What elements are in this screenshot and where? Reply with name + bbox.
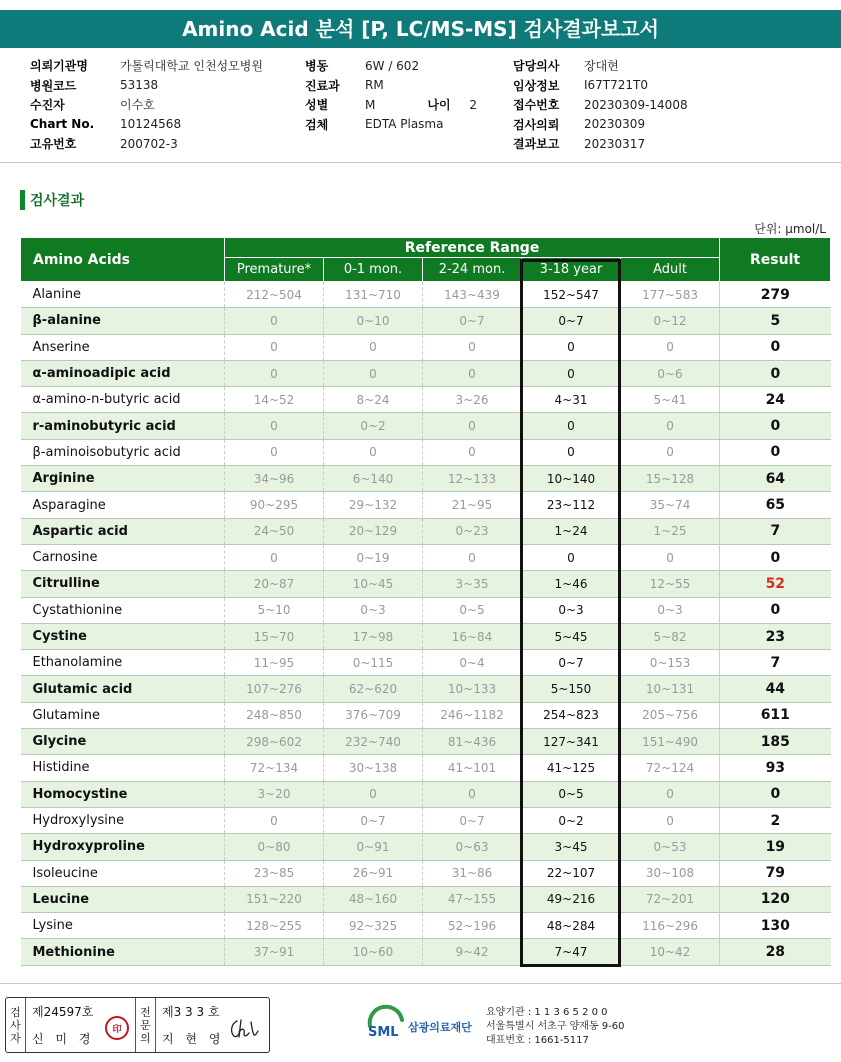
info-label: Chart No. [30,117,95,132]
table-row [21,387,831,413]
specialist-label-char: 문 [140,1018,151,1032]
reference-range-cell: 1~25 [621,518,720,544]
sub-header-2: 2-24 mon. [423,258,522,282]
amino-acid-name: Anserine [21,334,225,360]
reference-range-cell: 0~5 [423,597,522,623]
info-label: 수진자 [30,98,65,113]
reference-range-cell: 0 [621,439,720,465]
info-row [513,95,688,115]
amino-acid-name: Methionine [21,939,225,965]
reference-range-cell: 1~46 [522,571,621,597]
reference-range-cell: 131~710 [324,282,423,308]
result-value: 52 [720,571,831,597]
reference-range-cell: 4~31 [522,387,621,413]
info-label: 담당의사 [513,59,560,74]
reference-range-cell: 5~150 [522,676,621,702]
examiner-label [6,998,26,1052]
result-value: 19 [720,834,831,860]
col-header-result: Result [720,238,831,282]
result-value: 93 [720,755,831,781]
examiner-label-char: 검 [10,1005,21,1019]
amino-acid-name: Cystine [21,623,225,649]
reference-range-cell: 0 [621,413,720,439]
reference-range-cell: 0 [621,544,720,570]
reference-range-cell: 0 [423,334,522,360]
specialist-label [136,998,156,1052]
reference-range-cell: 212~504 [225,282,324,308]
reference-range-cell: 246~1182 [423,702,522,728]
reference-range-cell: 6~140 [324,466,423,492]
section-title: 검사결과 [30,193,85,209]
table-row [21,913,831,939]
reference-range-cell: 0 [324,334,423,360]
info-row [513,115,688,135]
reference-range-cell: 0~53 [621,834,720,860]
reference-range-cell: 10~131 [621,676,720,702]
reference-range-cell: 41~101 [423,755,522,781]
info-label: 의뢰기관명 [30,59,88,74]
reference-range-cell: 151~220 [225,886,324,912]
result-value: 5 [720,308,831,334]
amino-acid-name: Alanine [21,282,225,308]
result-value: 0 [720,544,831,570]
examiner-license: 제24597호 [32,1005,94,1019]
reference-range-cell: 0~12 [621,308,720,334]
result-value: 120 [720,886,831,912]
info-row [513,56,688,76]
reference-range-cell: 15~70 [225,623,324,649]
info-value: 6W / 602 [365,58,420,73]
info-value: 장대현 [584,59,619,74]
reference-range-cell: 0~23 [423,518,522,544]
info-row [30,95,263,115]
reference-range-cell: 0~3 [324,597,423,623]
reference-range-cell: 0 [324,360,423,386]
reference-range-cell: 35~74 [621,492,720,518]
reference-range-cell: 41~125 [522,755,621,781]
reference-range-cell: 92~325 [324,913,423,939]
table-row [21,282,831,308]
info-label: 진료과 [305,78,340,93]
lab-phone: 대표번호 : 1661-5117 [486,1035,589,1046]
reference-range-cell: 7~47 [522,939,621,965]
amino-acid-name: Aspartic acid [21,518,225,544]
result-value: 7 [720,518,831,544]
reference-range-cell: 0 [423,360,522,386]
reference-range-cell: 3~45 [522,834,621,860]
examiner-cell [26,998,136,1052]
info-row [30,56,263,76]
col-header-reference-range: Reference Range [225,238,720,258]
table-row [21,360,831,386]
reference-range-cell: 0 [423,544,522,570]
result-value: 0 [720,597,831,623]
reference-range-cell: 3~20 [225,781,324,807]
signature-icon [227,1018,259,1040]
table-row [21,413,831,439]
age-value: 2 [469,97,477,112]
reference-range-cell: 0 [225,360,324,386]
col-header-amino-acids: Amino Acids [21,238,225,282]
table-row [21,518,831,544]
info-label: 임상정보 [513,78,560,93]
info-row [513,76,688,96]
reference-range-cell: 0 [522,413,621,439]
info-value: 20230309 [584,117,646,132]
reference-range-cell: 0 [621,334,720,360]
reference-range-cell: 0~7 [423,807,522,833]
lab-name: 삼광의료재단 [408,1021,472,1034]
reference-range-cell: 5~10 [225,597,324,623]
reference-range-cell: 72~124 [621,755,720,781]
lab-code: 요양기관 : 1 1 3 6 5 2 0 0 [486,1007,608,1018]
info-label: 검체 [305,117,329,132]
table-row [21,492,831,518]
amino-acid-name: Glutamine [21,702,225,728]
result-value: 0 [720,439,831,465]
specialist-label-char: 전 [140,1005,151,1019]
table-row [21,755,831,781]
amino-acid-name: Citrulline [21,571,225,597]
reference-range-cell: 15~128 [621,466,720,492]
reference-range-cell: 0 [324,781,423,807]
table-row [21,939,831,965]
reference-range-cell: 1~24 [522,518,621,544]
patient-info-col1 [30,56,263,154]
table-row [21,623,831,649]
info-value: EDTA Plasma [365,117,444,132]
result-value: 0 [720,360,831,386]
result-value: 0 [720,781,831,807]
specialist-name: 지 현 영 [162,1032,225,1046]
sub-header-4: Adult [621,258,720,282]
reference-range-cell: 0 [621,781,720,807]
age-label: 나이 [427,98,451,113]
info-row [30,134,263,154]
info-value: I67T721T0 [584,78,649,93]
reference-range-cell: 0 [522,544,621,570]
reference-range-cell: 0 [225,807,324,833]
sml-logo-icon [366,1004,406,1044]
result-value: 23 [720,623,831,649]
info-value: 20230309-14008 [584,97,688,112]
table-row [21,571,831,597]
reference-range-cell: 143~439 [423,282,522,308]
reference-range-cell: 31~86 [423,860,522,886]
reference-range-cell: 24~50 [225,518,324,544]
reference-range-cell: 9~42 [423,939,522,965]
info-label: 고유번호 [30,137,77,152]
table-row [21,676,831,702]
result-value: 0 [720,413,831,439]
amino-acid-name: Glutamic acid [21,676,225,702]
info-row [305,115,477,135]
amino-acid-name: Isoleucine [21,860,225,886]
info-value: RM [365,78,384,93]
reference-range-cell: 0~2 [522,807,621,833]
reference-range-cell: 0 [423,439,522,465]
info-label: 병동 [305,59,329,74]
info-row [305,56,477,76]
reference-range-cell: 16~84 [423,623,522,649]
section-bar [20,190,25,210]
amino-acid-name: Histidine [21,755,225,781]
reference-range-cell: 127~341 [522,729,621,755]
header-divider [0,162,841,163]
reference-range-cell: 0~4 [423,650,522,676]
reference-range-cell: 0 [225,439,324,465]
amino-acid-name: Asparagine [21,492,225,518]
reference-range-cell: 0~3 [621,597,720,623]
reference-range-cell: 0~63 [423,834,522,860]
info-label: 병원코드 [30,78,77,93]
table-row [21,308,831,334]
reference-range-cell: 0~7 [324,807,423,833]
reference-range-cell: 37~91 [225,939,324,965]
logo-text: SML [368,1025,399,1040]
result-value: 7 [720,650,831,676]
amino-acid-name: Homocystine [21,781,225,807]
info-value: M [365,97,376,112]
reference-range-cell: 20~129 [324,518,423,544]
amino-acid-name: α-aminoadipic acid [21,360,225,386]
reference-range-cell: 47~155 [423,886,522,912]
reference-range-cell: 5~41 [621,387,720,413]
table-row [21,466,831,492]
reference-range-cell: 62~620 [324,676,423,702]
info-row [30,76,263,96]
specialist-license: 제3 3 3 호 [162,1005,220,1019]
amino-acid-name: r-aminobutyric acid [21,413,225,439]
info-label: 결과보고 [513,137,560,152]
info-row [513,134,688,154]
sub-header-3: 3-18 year [522,258,621,282]
reference-range-cell: 298~602 [225,729,324,755]
reference-range-cell: 0 [423,781,522,807]
amino-acid-name: Cystathionine [21,597,225,623]
reference-range-cell: 90~295 [225,492,324,518]
reference-range-cell: 0~80 [225,834,324,860]
amino-acid-name: Carnosine [21,544,225,570]
footer-divider [0,983,841,984]
result-value: 611 [720,702,831,728]
info-value: 200702-3 [120,136,178,151]
result-value: 0 [720,334,831,360]
reference-range-cell: 248~850 [225,702,324,728]
reference-range-cell: 0~2 [324,413,423,439]
amino-acid-name: β-aminoisobutyric acid [21,439,225,465]
info-row [30,115,263,135]
reference-range-cell: 0 [522,439,621,465]
reference-range-cell: 10~42 [621,939,720,965]
reference-range-cell: 232~740 [324,729,423,755]
examiner-label-char: 자 [10,1031,21,1045]
reference-range-cell: 14~52 [225,387,324,413]
reference-range-cell: 177~583 [621,282,720,308]
amino-acid-name: Hydroxylysine [21,807,225,833]
reference-range-cell: 116~296 [621,913,720,939]
reference-range-cell: 0~7 [522,650,621,676]
reference-range-cell: 48~284 [522,913,621,939]
info-value: 53138 [120,78,159,93]
reference-range-cell: 17~98 [324,623,423,649]
reference-range-cell: 3~26 [423,387,522,413]
reference-range-cell: 0 [324,439,423,465]
reference-range-cell: 8~24 [324,387,423,413]
reference-range-cell: 152~547 [522,282,621,308]
table-row [21,650,831,676]
reference-range-cell: 72~201 [621,886,720,912]
examiner-label-char: 사 [10,1018,21,1032]
lab-address: 서울특별시 서초구 양재동 9-60 [486,1021,625,1032]
result-value: 2 [720,807,831,833]
result-value: 279 [720,282,831,308]
table-row [21,702,831,728]
reference-range-cell: 30~108 [621,860,720,886]
table-row [21,886,831,912]
result-value: 65 [720,492,831,518]
info-label: 검사의뢰 [513,117,560,132]
table-row [21,597,831,623]
sub-header-0: Premature* [225,258,324,282]
reference-range-cell: 5~82 [621,623,720,649]
reference-range-cell: 10~45 [324,571,423,597]
info-row [305,95,477,115]
reference-range-cell: 49~216 [522,886,621,912]
reference-range-cell: 0~5 [522,781,621,807]
reference-range-cell: 20~87 [225,571,324,597]
reference-range-cell: 151~490 [621,729,720,755]
signature-box [5,997,270,1053]
reference-range-cell: 5~45 [522,623,621,649]
specialist-label-char: 의 [140,1031,151,1045]
reference-range-cell: 0 [423,413,522,439]
reference-range-cell: 30~138 [324,755,423,781]
reference-range-cell: 0 [621,807,720,833]
table-row [21,834,831,860]
info-value: 이수호 [120,98,155,113]
info-value: 20230317 [584,136,646,151]
specialist-cell [156,998,269,1052]
patient-info-col2 [305,56,477,134]
reference-range-cell: 3~35 [423,571,522,597]
reference-range-cell: 205~756 [621,702,720,728]
result-value: 28 [720,939,831,965]
reference-range-cell: 254~823 [522,702,621,728]
reference-range-cell: 12~133 [423,466,522,492]
lab-info [486,1006,625,1048]
reference-range-cell: 0~153 [621,650,720,676]
info-row [305,76,477,96]
reference-range-cell: 11~95 [225,650,324,676]
reference-range-cell: 0 [225,413,324,439]
reference-range-cell: 10~133 [423,676,522,702]
result-value: 130 [720,913,831,939]
reference-range-cell: 10~60 [324,939,423,965]
result-value: 64 [720,466,831,492]
info-label: 성별 [305,98,329,113]
reference-range-cell: 48~160 [324,886,423,912]
amino-acid-name: Hydroxyproline [21,834,225,860]
reference-range-cell: 0 [225,544,324,570]
amino-acid-name: Lysine [21,913,225,939]
reference-range-cell: 107~276 [225,676,324,702]
amino-acid-name: β-alanine [21,308,225,334]
section-header [20,190,84,210]
reference-range-cell: 22~107 [522,860,621,886]
reference-range-cell: 0~115 [324,650,423,676]
amino-acid-name: α-amino-n-butyric acid [21,387,225,413]
reference-range-cell: 29~132 [324,492,423,518]
reference-range-cell: 0~19 [324,544,423,570]
reference-range-cell: 26~91 [324,860,423,886]
reference-range-cell: 0~7 [423,308,522,334]
reference-range-cell: 128~255 [225,913,324,939]
results-table [20,237,831,966]
report-title: Amino Acid 분석 [P, LC/MS-MS] 검사결과보고서 [0,10,841,48]
reference-range-cell: 0 [225,308,324,334]
patient-info-col3 [513,56,688,154]
reference-range-cell: 23~112 [522,492,621,518]
amino-acid-name: Ethanolamine [21,650,225,676]
amino-acid-name: Arginine [21,466,225,492]
reference-range-cell: 376~709 [324,702,423,728]
reference-range-cell: 0 [522,334,621,360]
reference-range-cell: 10~140 [522,466,621,492]
unit-label: 단위: μmol/L [754,222,826,236]
reference-range-cell: 12~55 [621,571,720,597]
reference-range-cell: 81~436 [423,729,522,755]
seal-icon: 印 [105,1016,129,1040]
reference-range-cell: 0~7 [522,308,621,334]
reference-range-cell: 0 [522,360,621,386]
sub-header-1: 0-1 mon. [324,258,423,282]
reference-range-cell: 52~196 [423,913,522,939]
examiner-name: 신 미 경 [32,1032,95,1046]
reference-range-cell: 23~85 [225,860,324,886]
table-row [21,544,831,570]
table-row [21,439,831,465]
table-row [21,781,831,807]
table-row [21,807,831,833]
reference-range-cell: 0 [225,334,324,360]
result-value: 24 [720,387,831,413]
reference-range-cell: 0~3 [522,597,621,623]
reference-range-cell: 0~6 [621,360,720,386]
table-row [21,860,831,886]
info-value: 10124568 [120,117,182,132]
result-value: 44 [720,676,831,702]
info-label: 접수번호 [513,98,560,113]
info-value: 가톨릭대학교 인천성모병원 [120,59,263,74]
reference-range-cell: 34~96 [225,466,324,492]
reference-range-cell: 72~134 [225,755,324,781]
amino-acid-name: Glycine [21,729,225,755]
amino-acid-name: Leucine [21,886,225,912]
table-row [21,729,831,755]
table-row [21,334,831,360]
reference-range-cell: 0~91 [324,834,423,860]
result-value: 79 [720,860,831,886]
result-value: 185 [720,729,831,755]
reference-range-cell: 0~10 [324,308,423,334]
reference-range-cell: 21~95 [423,492,522,518]
